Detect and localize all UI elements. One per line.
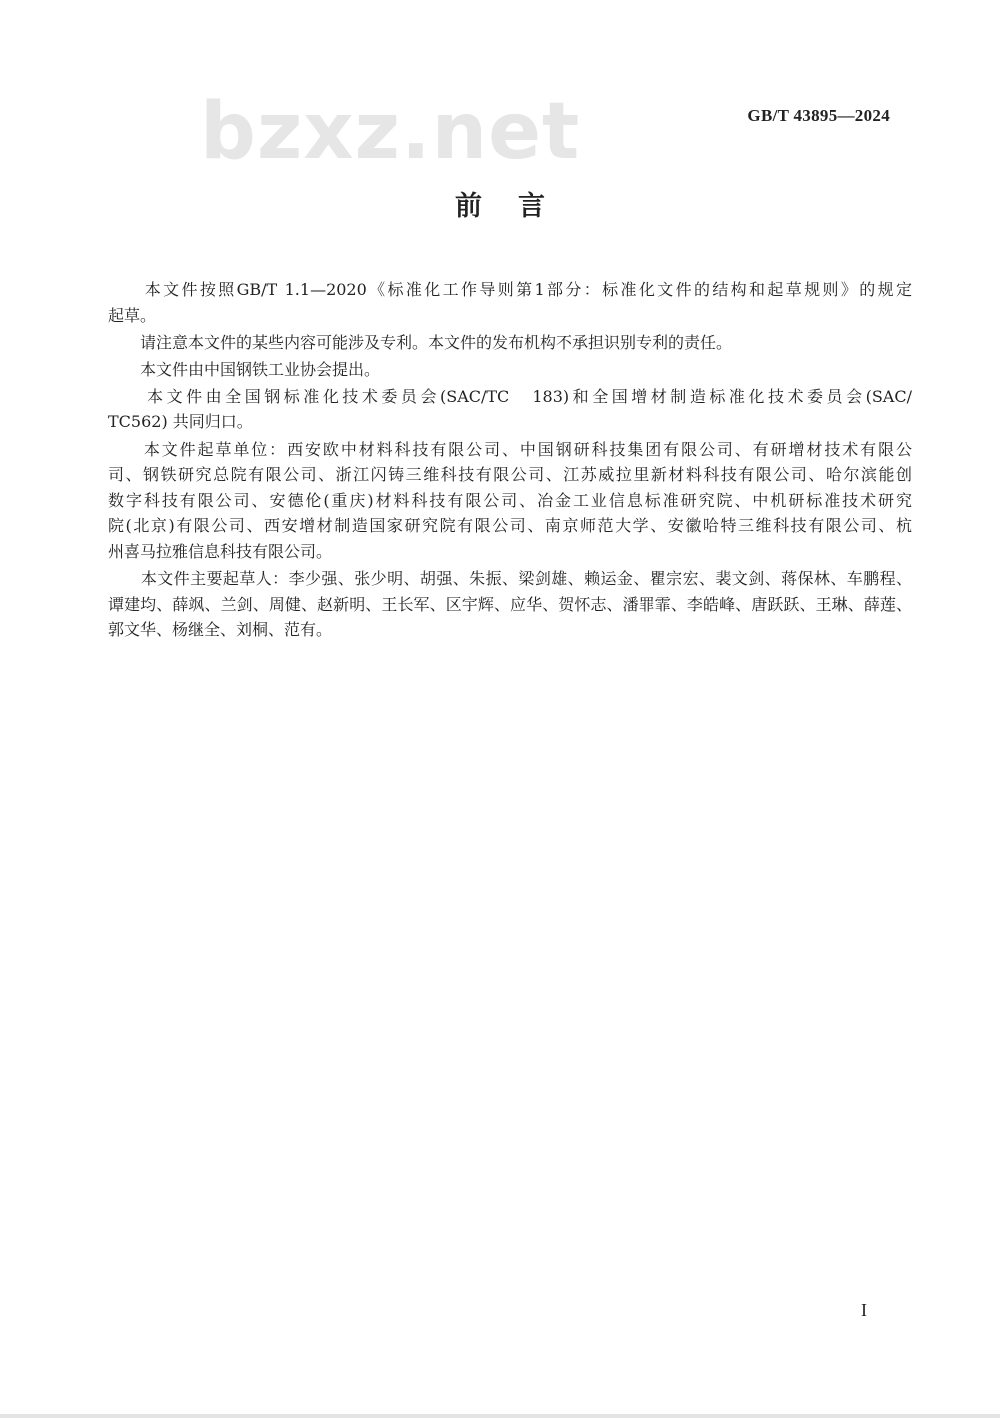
page-bottom-edge: [0, 1414, 1000, 1418]
text-line: 数字科技有限公司、安德伦(重庆)材料科技有限公司、冶金工业信息标准研究院、中机研标准技术研究: [108, 490, 912, 510]
paragraph: [108, 437, 912, 565]
text-line: 郭文华、杨继全、刘桐、范有。: [108, 620, 333, 640]
text-line: 本文件起草单位：西安欧中材料科技有限公司、中国钢研科技集团有限公司、有研增材技术有限公: [108, 439, 912, 459]
paragraph: [108, 330, 912, 356]
text-line: 本文件按照GB/T 1.1—2020《标准化工作导则第1部分：标准化文件的结构和起草规则》的规定: [108, 280, 912, 299]
foreword-body: [108, 277, 912, 644]
paragraph: [108, 357, 912, 383]
text-line: 请注意本文件的某些内容可能涉及专利。本文件的发布机构不承担识别专利的责任。: [108, 332, 733, 352]
paragraph: [108, 277, 912, 328]
paragraph: [108, 566, 912, 643]
standard-number: GB/T 43895—2024: [747, 106, 890, 125]
text-line: 本文件主要起草人：李少强、张少明、胡强、朱振、梁剑雄、赖运金、瞿宗宏、裴文剑、蒋保林、车鹏程、: [108, 569, 912, 589]
page-title: 前言: [455, 191, 581, 222]
watermark: bzxz.net: [200, 87, 581, 177]
text-line: 本文件由中国钢铁工业协会提出。: [108, 359, 381, 379]
text-line: TC562) 共同归口。: [108, 412, 253, 432]
page-number: I: [861, 1300, 867, 1320]
text-line: 起草。: [108, 305, 157, 325]
text-line: 院(北京)有限公司、西安增材制造国家研究院有限公司、南京师范大学、安徽哈特三维科技有限公司、杭: [108, 516, 912, 536]
text-line: 司、钢铁研究总院有限公司、浙江闪铸三维科技有限公司、江苏威拉里新材料科技有限公司、哈尔滨能创: [108, 465, 912, 485]
text-line: 州喜马拉雅信息科技有限公司。: [108, 541, 333, 561]
paragraph: [108, 384, 912, 435]
text-line: 本文件由全国钢标准化技术委员会(SAC/TC 183)和全国增材制造标准化技术委员会(SAC/: [108, 386, 912, 406]
text-line: 谭建均、薛飒、兰剑、周健、赵新明、王长军、区宇辉、应华、贺怀志、潘罪霏、李皓峰、唐跃跃、王琳、薛莲、: [108, 594, 912, 614]
